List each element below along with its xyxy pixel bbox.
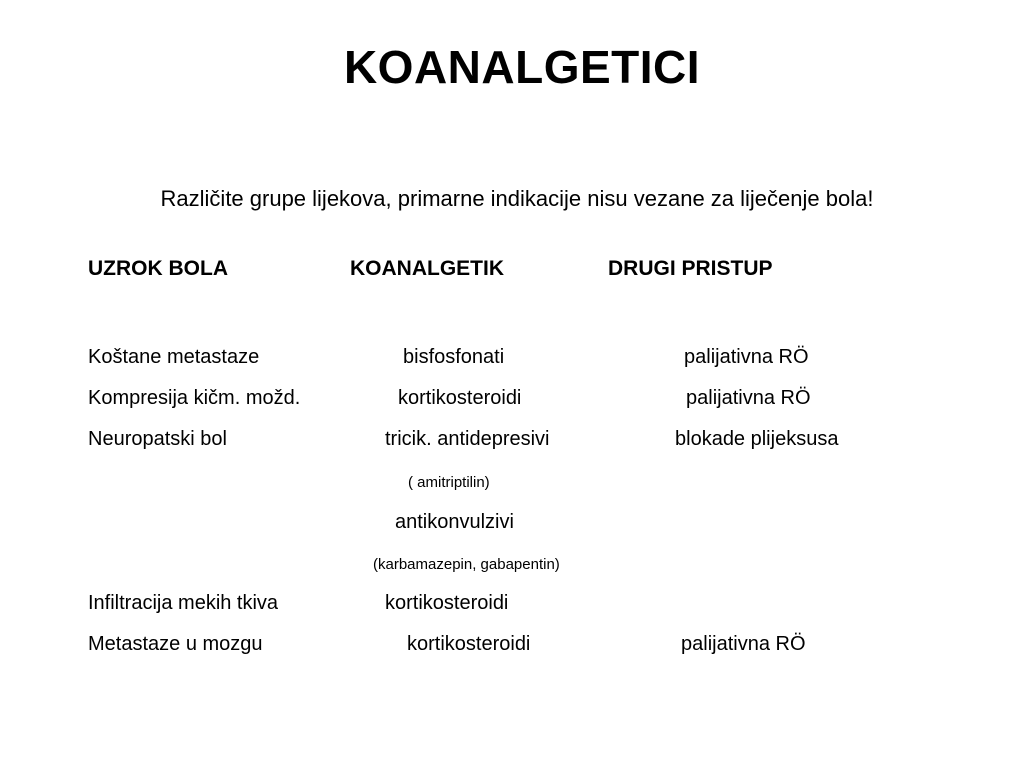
row-6-coanalgesic: kortikosteroidi	[407, 633, 531, 655]
row-4-coanalgesic: antikonvulzivi	[395, 511, 514, 533]
row-1-other: palijativna RÖ	[684, 346, 809, 368]
row-2-coanalgesic: kortikosteroidi	[398, 387, 522, 409]
row-6-other: palijativna RÖ	[681, 633, 806, 655]
row-3-other: blokade plijeksusa	[675, 428, 839, 450]
header-coanalgesic: KOANALGETIK	[350, 257, 504, 280]
row-5-coanalgesic: kortikosteroidi	[385, 592, 509, 614]
row-3-cause: Neuropatski bol	[88, 428, 227, 450]
slide-subtitle: Različite grupe lijekova, primarne indikacije nisu vezane za liječenje bola!	[160, 186, 874, 211]
header-cause: UZROK BOLA	[88, 257, 228, 280]
row-2-cause: Kompresija kičm. možd.	[88, 387, 301, 409]
header-other-approach: DRUGI PRISTUP	[608, 257, 773, 280]
row-1-cause: Koštane metastaze	[88, 346, 260, 368]
row-1-coanalgesic: bisfosfonati	[403, 346, 505, 368]
row-6-cause: Metastaze u mozgu	[88, 633, 263, 655]
row-2-other: palijativna RÖ	[686, 387, 811, 409]
row-3-coanalgesic: tricik. antidepresivi	[385, 428, 550, 450]
row-5-cause: Infiltracija mekih tkiva	[88, 592, 279, 614]
row-4-note: (karbamazepin, gabapentin)	[373, 556, 560, 573]
slide-title: KOANALGETICI	[343, 41, 701, 93]
row-3-note: ( amitriptilin)	[408, 474, 490, 491]
